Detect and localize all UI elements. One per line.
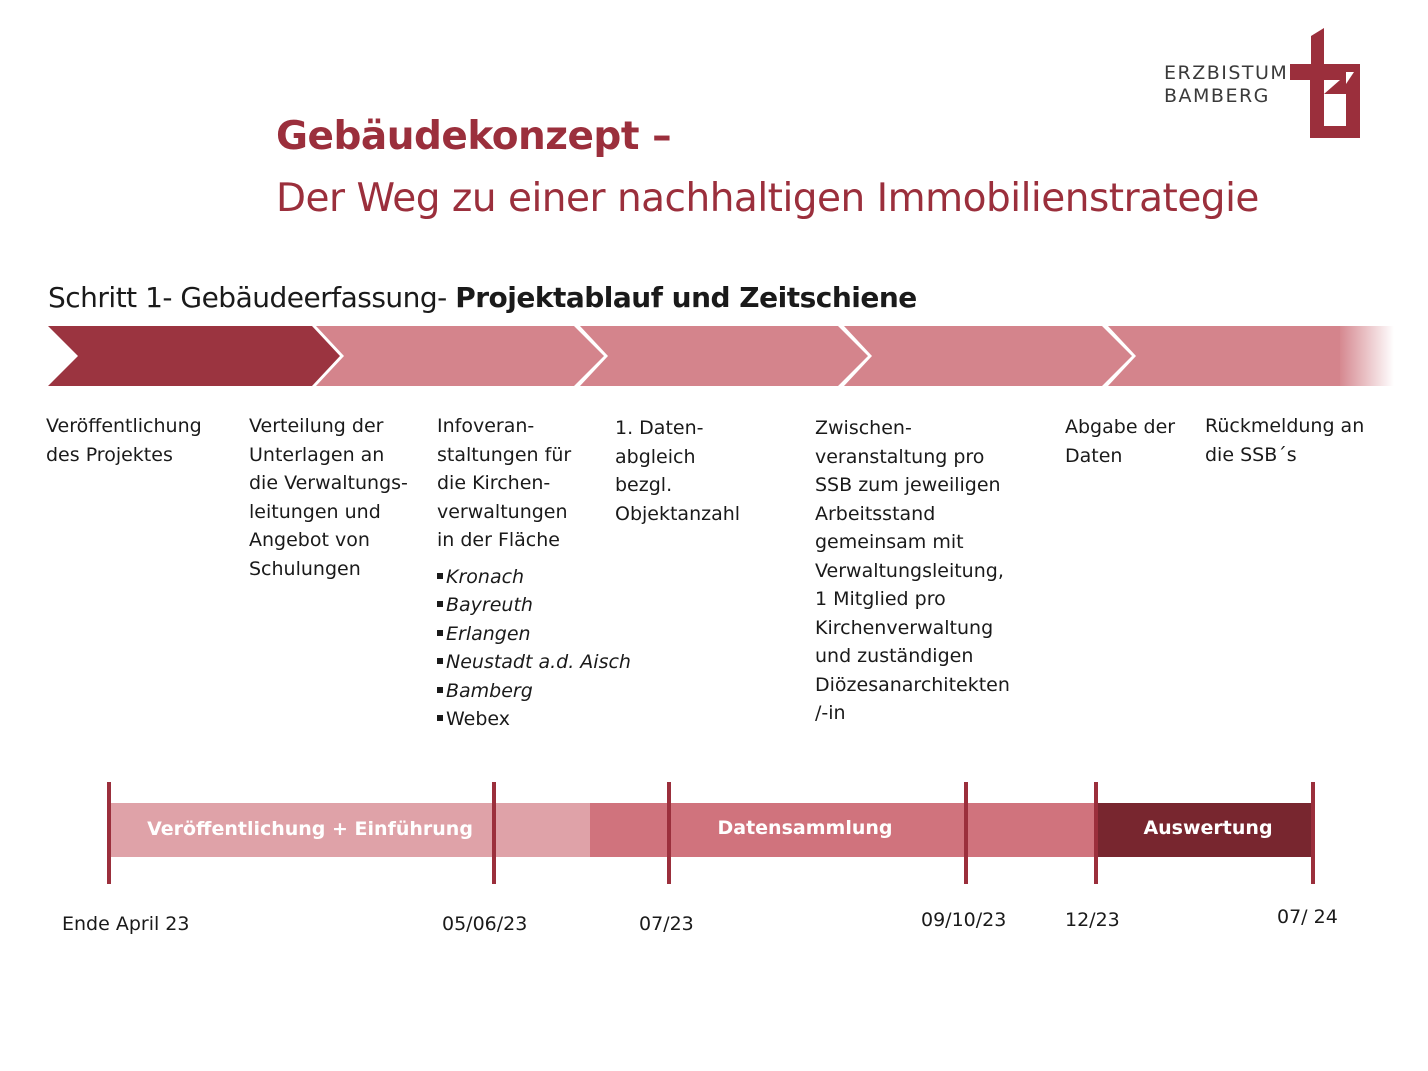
logo-line-1: ERZBISTUM [1164,62,1289,84]
step-5-line: und zuständigen [815,645,974,667]
step-5-line: Kirchenverwaltung [815,616,994,639]
timeline-phase-label: Datensammlung [717,817,893,839]
list-item [437,591,631,620]
bullet-square-icon [437,715,443,721]
process-chevrons [0,0,1428,400]
step-2-line: Unterlagen an [249,443,385,466]
timeline-date: 07/ 24 [1277,906,1338,928]
step-7-line: die SSB´s [1205,443,1297,466]
step-5-line: /-in [815,702,846,724]
step-6-line: Daten [1065,444,1123,467]
list-item [437,705,631,734]
timeline-phase-label: Auswertung [1143,817,1273,839]
timeline-date: Ende April 23 [62,913,190,935]
chevron-fade [1338,326,1394,386]
list-item [437,677,631,706]
bullet-square-icon [437,687,443,693]
timeline-date: 05/06/23 [442,913,528,935]
bullet-square-icon [437,601,443,607]
list-item-text: Kronach [446,565,525,588]
step-5-line: SSB zum jeweiligen [815,474,1001,496]
step-7-line: Rückmeldung an [1205,415,1365,437]
step-1-line: Veröffentlichung [46,415,202,437]
timeline-date: 12/23 [1065,909,1120,931]
page-title: Gebäudekonzept – [276,114,672,159]
step-1-text [46,412,202,469]
step-5-text [815,414,1010,728]
step-5-line: Diözesanarchitekten [815,673,1010,696]
step-4-text [615,414,740,528]
chevron-step-1 [48,326,340,386]
step-4-line: bezgl. [615,474,673,496]
step-7-text [1205,412,1364,469]
step-5-line: Verwaltungsleitung, [815,559,1004,582]
list-item-text: Bayreuth [446,594,533,616]
step-4-line: 1. Daten- [615,417,704,439]
chevron-step-2 [316,326,604,386]
chevron-step-4 [844,326,1132,386]
step-3-line: verwaltungen [437,500,568,523]
step-5-line: Arbeitsstand [815,502,936,525]
list-item-text: Neustadt a.d. Aisch [446,651,631,673]
step-3-text [437,412,631,734]
chevron-step-5 [1108,326,1340,386]
step-4-line: abgleich [615,445,696,468]
list-item [437,563,631,592]
step-6-line: Abgabe der [1065,416,1176,438]
list-item [437,620,631,649]
logo-line-2: BAMBERG [1164,85,1270,107]
step-2-line: leitungen und [249,500,381,523]
step-3-line: die Kirchen- [437,472,551,494]
page-subtitle: Der Weg zu einer nachhaltigen Immobilienstrategie [276,176,1259,221]
step-5-line: 1 Mitglied pro [815,588,946,610]
bullet-square-icon [437,630,443,636]
step-4-line: Objektanzahl [615,502,741,525]
step-1-line: des Projektes [46,443,173,466]
step-3-line: staltungen für [437,443,572,466]
step-2-line: Verteilung der [249,415,384,437]
step-5-line: veranstaltung pro [815,445,985,468]
step-3-line: Infoveran- [437,415,535,437]
step-2-line: Schulungen [249,557,361,580]
timeline-date: 07/23 [639,913,694,935]
step-2-line: die Verwaltungs- [249,472,408,494]
step-2-text [249,412,408,583]
step-heading-bold: Projektablauf und Zeitschiene [455,281,917,314]
list-item-text: Erlangen [446,622,531,645]
step-6-text [1065,413,1175,470]
bullet-square-icon [437,573,443,579]
event-locations-list [437,563,631,734]
step-2-line: Angebot von [249,529,370,551]
list-item [437,648,631,677]
chevron-step-3 [580,326,868,386]
step-3-line: in der Fläche [437,529,560,551]
step-5-line: gemeinsam mit [815,531,964,553]
list-item-text: Bamberg [446,679,533,702]
timeline-date: 09/10/23 [921,909,1007,931]
step-5-line: Zwischen- [815,417,912,439]
step-heading-prefix: Schritt 1- Gebäudeerfassung- [48,281,456,314]
timeline-phase-label: Veröffentlichung + Einführung [147,818,473,840]
bullet-square-icon [437,658,443,664]
list-item-text: Webex [446,708,511,730]
